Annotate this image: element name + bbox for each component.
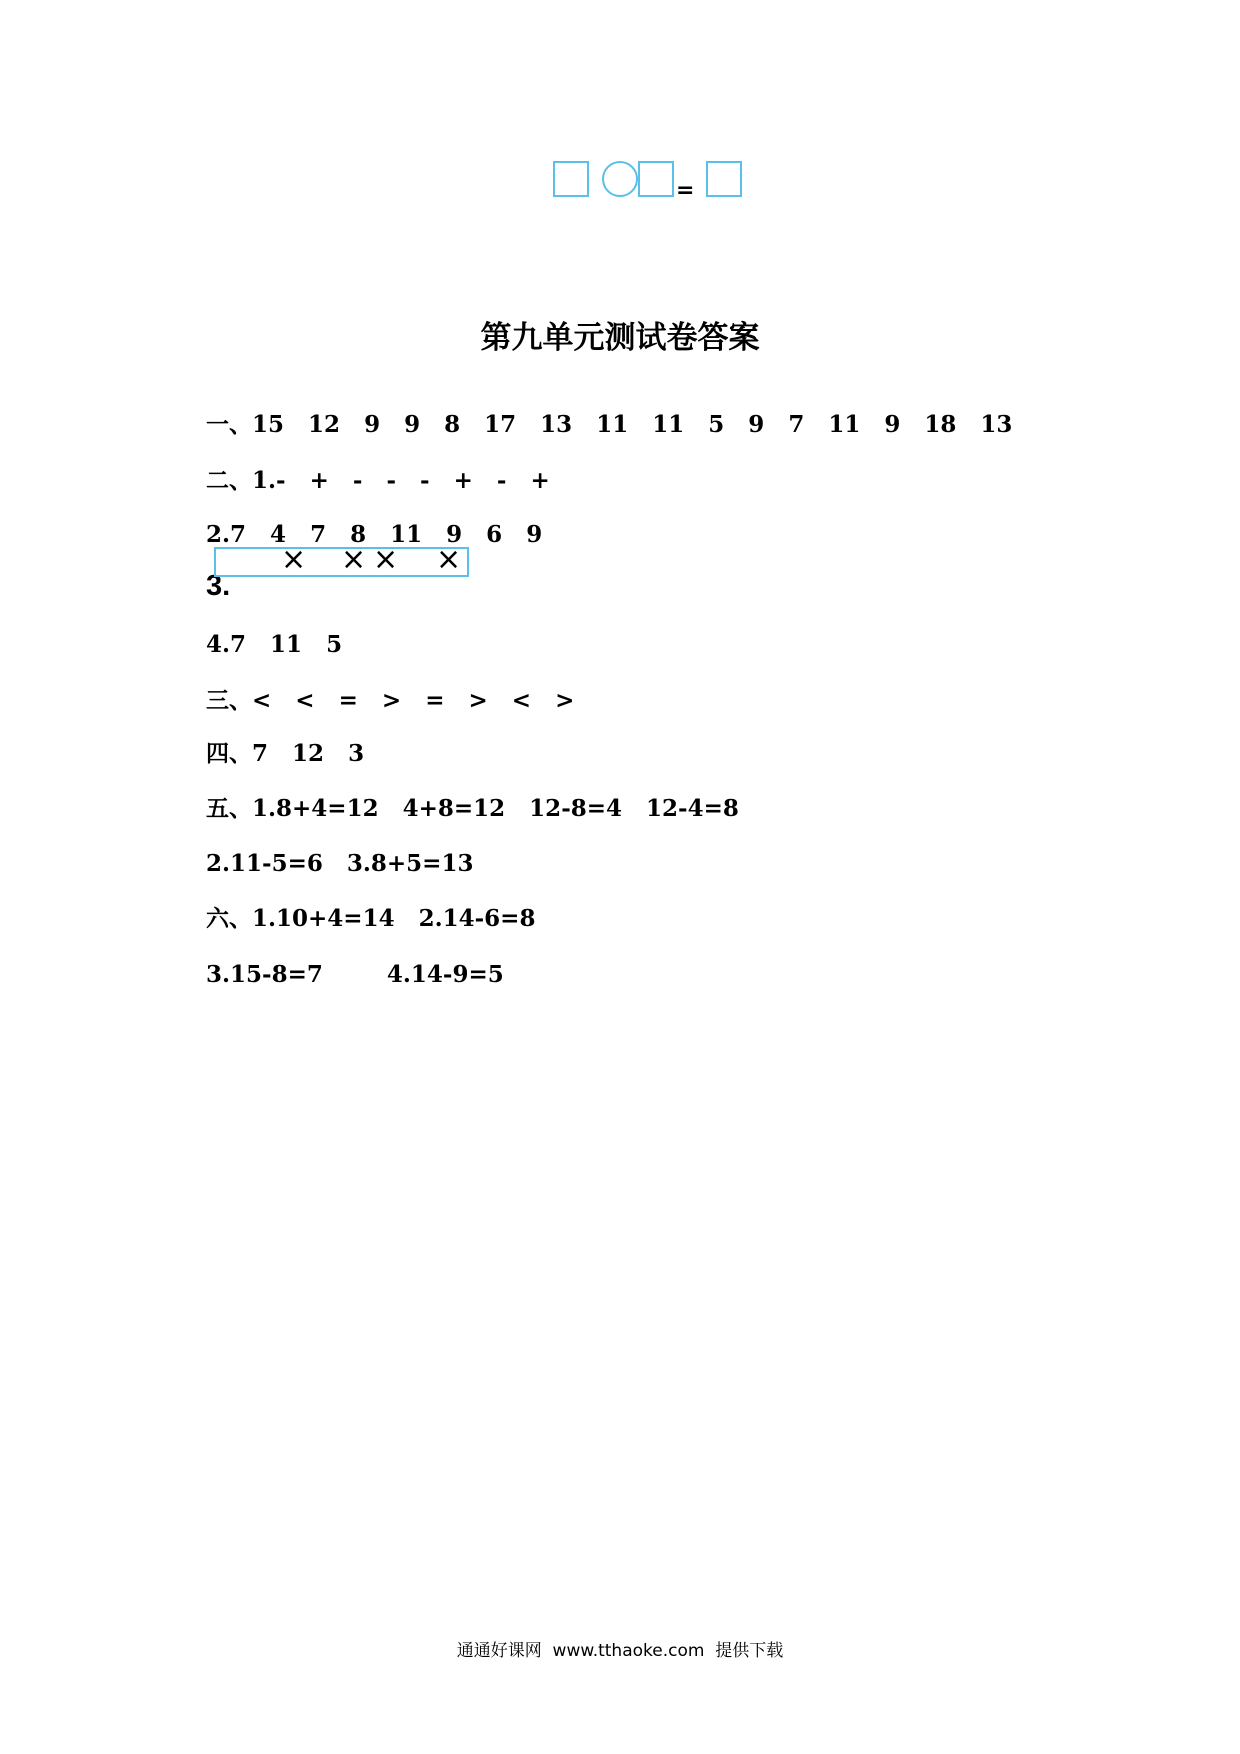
page-title: 第九单元测试卷答案 (480, 320, 760, 356)
cross-mark: × (281, 542, 307, 577)
answer-line-2-1 (190, 436, 550, 496)
answer-line-4 (190, 709, 364, 769)
answer-line-2-4 (190, 600, 342, 660)
answer-line-6-2 (190, 930, 504, 990)
answer-line-5-2 (190, 819, 473, 879)
answer-box (553, 161, 589, 197)
section-prefix: 三、 (206, 687, 253, 714)
section-prefix: 六、 (206, 905, 253, 932)
section-prefix: 二、 (206, 467, 253, 494)
operator-circle (602, 161, 638, 197)
cross-mark: × (341, 542, 367, 577)
answer-line-1 (190, 380, 1012, 440)
question-number: 3. (206, 570, 231, 602)
answer-line-2-2 (190, 490, 542, 550)
answer-text: 2.7 4 7 8 11 9 6 9 (206, 521, 543, 548)
answer-text: 1.- + - - - + - + (252, 467, 550, 494)
answer-text: 1.10+4=14 2.14-6=8 (252, 905, 536, 932)
cross-mark: × (436, 542, 462, 577)
answer-text: 1.8+4=12 4+8=12 12-8=4 12-4=8 (252, 795, 739, 822)
answer-box (706, 161, 742, 197)
answer-text: 2.11-5=6 3.8+5=13 (206, 850, 474, 877)
answer-line-6-1 (190, 874, 535, 934)
answer-text: 4.7 11 5 (206, 631, 343, 658)
cross-mark: × (373, 542, 399, 577)
section-prefix: 五、 (206, 795, 253, 822)
section-prefix: 四、 (206, 740, 253, 767)
answer-text: 7 12 3 (252, 740, 365, 767)
answer-line-3 (190, 656, 574, 716)
answer-line-5-1 (190, 764, 739, 824)
equals-sign: = (676, 178, 695, 203)
footer-credit: 通通好课网 www.tthaoke.com 提供下载 (456, 1641, 784, 1661)
answer-box (638, 161, 674, 197)
answer-text: 15 12 9 9 8 17 13 11 11 5 9 7 11 9 18 13 (252, 411, 1013, 438)
answer-text: < < = > = > < > (252, 687, 575, 714)
answer-text: 3.15-8=7 4.14-9=5 (206, 961, 504, 988)
section-prefix: 一、 (206, 411, 253, 438)
